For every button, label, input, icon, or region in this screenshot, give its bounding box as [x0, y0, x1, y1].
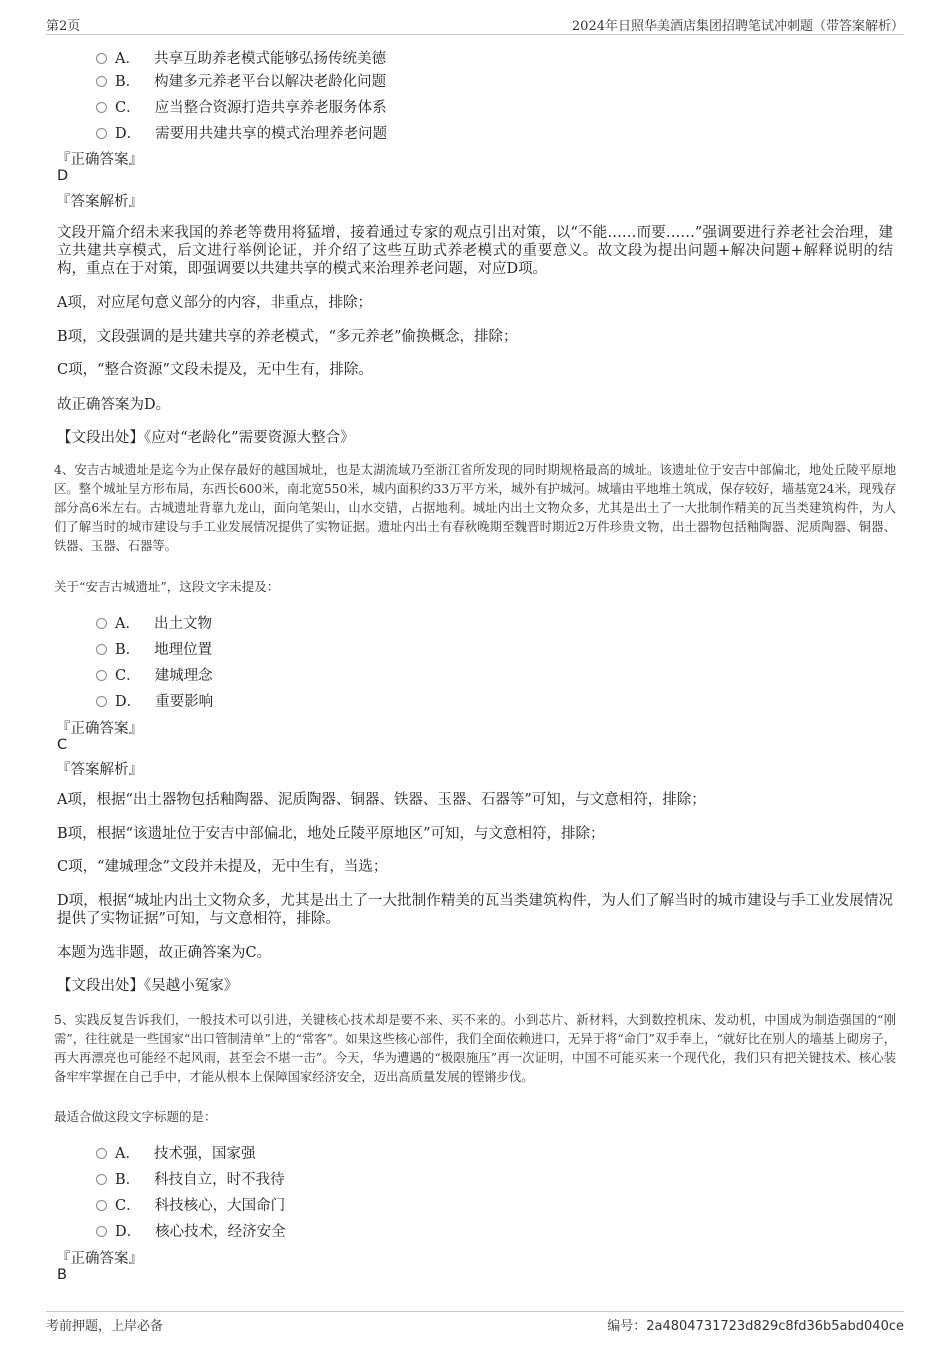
footer-slogan: 考前押题，上岸必备	[46, 1319, 164, 1334]
page-footer	[46, 1311, 904, 1334]
q4-analysis-c: C项，“建城理念”文段并未提及，无中生有，当选；	[57, 859, 388, 875]
q4-option-a[interactable]: A． 出土文物	[96, 612, 212, 632]
q4-analysis-a: A项，根据“出土器物包括釉陶器、泥质陶器、铜器、铁器、玉器、石器等”可知，与文意相符，排除；	[57, 792, 706, 808]
q4-analysis-b: B项，根据“该遗址位于安吉中部偏北，地处丘陵平原地区”可知，与文意相符，排除；	[57, 826, 605, 842]
q4-analysis-label: 『答案解析』	[56, 762, 143, 778]
q3-analysis-a: A项，对应尾句意义部分的内容，非重点，排除；	[57, 295, 372, 311]
q3-option-a[interactable]: A． 共享互助养老模式能够弘扬传统美德	[96, 47, 386, 67]
document-id	[607, 1315, 904, 1334]
q3-answer: D	[57, 168, 69, 184]
radio-icon[interactable]	[96, 696, 107, 707]
q5-stem: 5、实践反复告诉我们，一般技术可以引进，关键核心技术却是要不来、买不来的。小到芯片、新材料，大到数控机床、发动机，中国成为制造强国的“刚需”，往往就是一些国家“出口管制清单”上的“常客”。如果这些核心部件，我们全面依赖进口，无异于将“命门”双手奉上，“就好比在别人的墙基上砌房子，再大再漂亮也可能经不起风雨，甚至会不堪一击”。今天，华为遭遇的“极限施压”再一次证明，中国不可能买来一个现代化，我们只有把关键技术、核心装备牢牢掌握在自己手中，才能从根本上保障国家经济安全，迈出高质量发展的铿锵步伐。	[54, 1013, 896, 1084]
q3-source: 【文段出处】《应对“老龄化”需要资源大整合》	[57, 430, 355, 446]
q5-answer-label: 『正确答案』	[56, 1251, 143, 1267]
q5-prompt: 最适合做这段文字标题的是：	[54, 1109, 217, 1124]
radio-icon[interactable]	[96, 1174, 107, 1185]
radio-icon[interactable]	[96, 644, 107, 655]
radio-icon[interactable]	[96, 1148, 107, 1159]
q4-answer-label: 『正确答案』	[56, 721, 143, 737]
document-id-label: 编号：	[607, 1319, 647, 1334]
document-title: 2024年日照华美酒店集团招聘笔试冲刺题（带答案解析）	[571, 19, 904, 34]
page-number: 第2页	[46, 19, 81, 34]
radio-icon[interactable]	[96, 128, 107, 139]
radio-icon[interactable]	[96, 670, 107, 681]
q3-analysis-c: C项，“整合资源”文段未提及，无中生有，排除。	[57, 362, 373, 378]
q5-option-d[interactable]: D． 核心技术，经济安全	[96, 1220, 286, 1240]
q3-conclusion: 故正确答案为D。	[57, 397, 171, 413]
q3-option-d[interactable]: D． 需要用共建共享的模式治理养老问题	[96, 122, 387, 142]
q3-option-b[interactable]: B． 构建多元养老平台以解决老龄化问题	[96, 70, 386, 90]
q4-source: 【文段出处】《吴越小冤家》	[57, 978, 239, 994]
radio-icon[interactable]	[96, 53, 107, 64]
q4-stem: 4、安吉古城遗址是迄今为止保存最好的越国城址，也是太湖流域乃至浙江省所发现的同时期规格最高的城址。该遗址位于安吉中部偏北，地处丘陵平原地区。整个城址呈方形布局，东西长600米，南北宽550米，城内面积约33万平方米，城外有护城河。城墙由平地堆土筑成，保存较好，墙基宽24米，现残存部分高6米左右。古城遗址背靠九龙山，面向笔架山，山水交错，占据地利。城址内出土文物众多，尤其是出土了一大批制作精美的瓦当类建筑构件，为人们了解当时的城市建设与手工业发展情况提供了实物证据。遗址内出土有春秋晚期至魏晋时期近2万件珍贵文物，出土器物包括釉陶器、泥质陶器、铜器、铁器、玉器、石器等。	[54, 463, 896, 553]
q4-option-c[interactable]: C． 建城理念	[96, 664, 213, 684]
q3-analysis-summary: 文段开篇介绍未来我国的养老等费用将猛增，接着通过专家的观点引出对策，以“不能……而要……”强调要进行养老社会治理，建立共建共享模式，后文进行举例论证，并介绍了这些互助式养老模式的重要意义。故文段为提出问题+解决问题+解释说明的结构，重点在于对策，即强调要以共建共享的模式来治理养老问题，对应D项。	[57, 225, 893, 277]
q4-analysis-d: D项，根据“城址内出土文物众多，尤其是出土了一大批制作精美的瓦当类建筑构件，为人们了解当时的城市建设与手工业发展情况提供了实物证据”可知，与文意相符，排除。	[57, 893, 893, 927]
q4-prompt: 关于“安吉古城遗址”，这段文字未提及：	[54, 579, 280, 594]
document-id-value: 2a4804731723d829c8fd36b5abd040ce	[646, 1319, 904, 1334]
radio-icon[interactable]	[96, 76, 107, 87]
q4-answer: C	[57, 737, 68, 753]
radio-icon[interactable]	[96, 102, 107, 113]
radio-icon[interactable]	[96, 1200, 107, 1211]
q5-option-b[interactable]: B． 科技自立，时不我待	[96, 1168, 285, 1188]
q5-option-c[interactable]: C． 科技核心，大国命门	[96, 1194, 285, 1214]
q3-analysis-label: 『答案解析』	[56, 194, 143, 210]
q4-option-d[interactable]: D． 重要影响	[96, 690, 213, 710]
radio-icon[interactable]	[96, 1226, 107, 1237]
q3-option-c[interactable]: C． 应当整合资源打造共享养老服务体系	[96, 96, 387, 116]
radio-icon[interactable]	[96, 618, 107, 629]
q4-conclusion: 本题为选非题，故正确答案为C。	[57, 945, 272, 961]
q5-option-a[interactable]: A． 技术强，国家强	[96, 1142, 255, 1162]
q4-option-b[interactable]: B． 地理位置	[96, 638, 212, 658]
q5-answer: B	[57, 1267, 67, 1283]
q3-analysis-b: B项，文段强调的是共建共享的养老模式，“多元养老”偷换概念，排除；	[57, 329, 518, 345]
q3-answer-label: 『正确答案』	[56, 152, 143, 168]
